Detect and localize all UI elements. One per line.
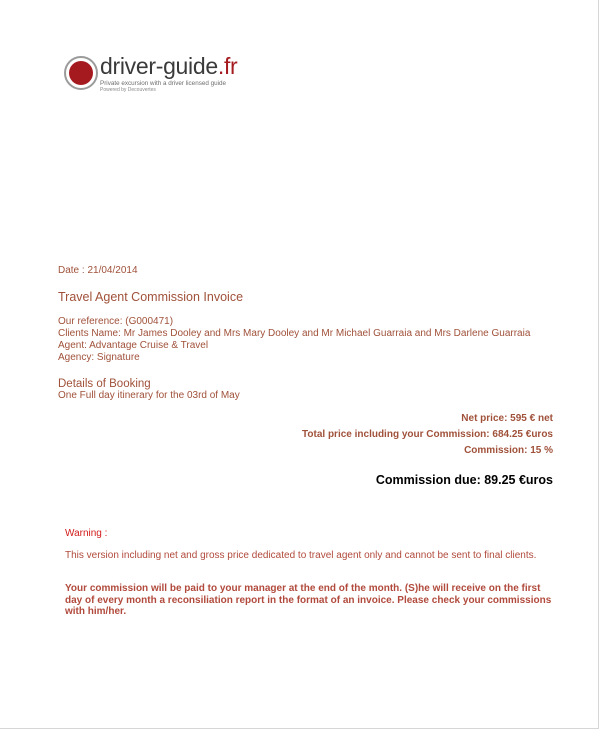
driver-guide-logo [64,55,284,95]
commission-due-text: Commission due: 89.25 €uros [375,473,553,487]
warning-label: Warning : [65,528,108,539]
logo-powered-by: Powered by Decouvertes [100,87,156,93]
details-of-booking-heading: Details of Booking [58,378,151,390]
agent-name: Agent: Advantage Cruise & Travel [58,340,209,351]
logo-name-tld: .fr [217,53,238,79]
logo-tagline: Private excursion with a driver licensed guide [100,80,226,87]
agency-name: Agency: Signature [58,352,140,363]
logo-name-main: driver-guide [100,53,218,79]
net-price: Net price: 595 € net [461,413,553,424]
invoice-title: Travel Agent Commission Invoice [58,290,244,304]
logo-circle-icon [64,56,98,90]
total-price: Total price including your Commission: 684.25 €uros [302,429,553,440]
commission-due [376,473,553,487]
commission-rate: Commission: 15 % [464,445,553,456]
our-reference: Our reference: (G000471) [58,316,174,327]
invoice-date: Date : 21/04/2014 [58,265,138,276]
warning-text: This version including net and gross price dedicated to travel agent only and cannot be sent to final clients. [65,550,537,561]
commission-notice: Your commission will be paid to your manager at the end of the month. (S)he will receive on the first day of every month a reconsiliation report in the format of an invoice. Please check your commissions with him/her. [65,583,552,617]
logo-name [100,53,237,80]
clients-name: Clients Name: Mr James Dooley and Mrs Mary Dooley and Mr Michael Guarraia and Mrs Darlene Guarraia [58,328,531,339]
details-of-booking-value: One Full day itinerary for the 03rd of May [58,390,240,401]
